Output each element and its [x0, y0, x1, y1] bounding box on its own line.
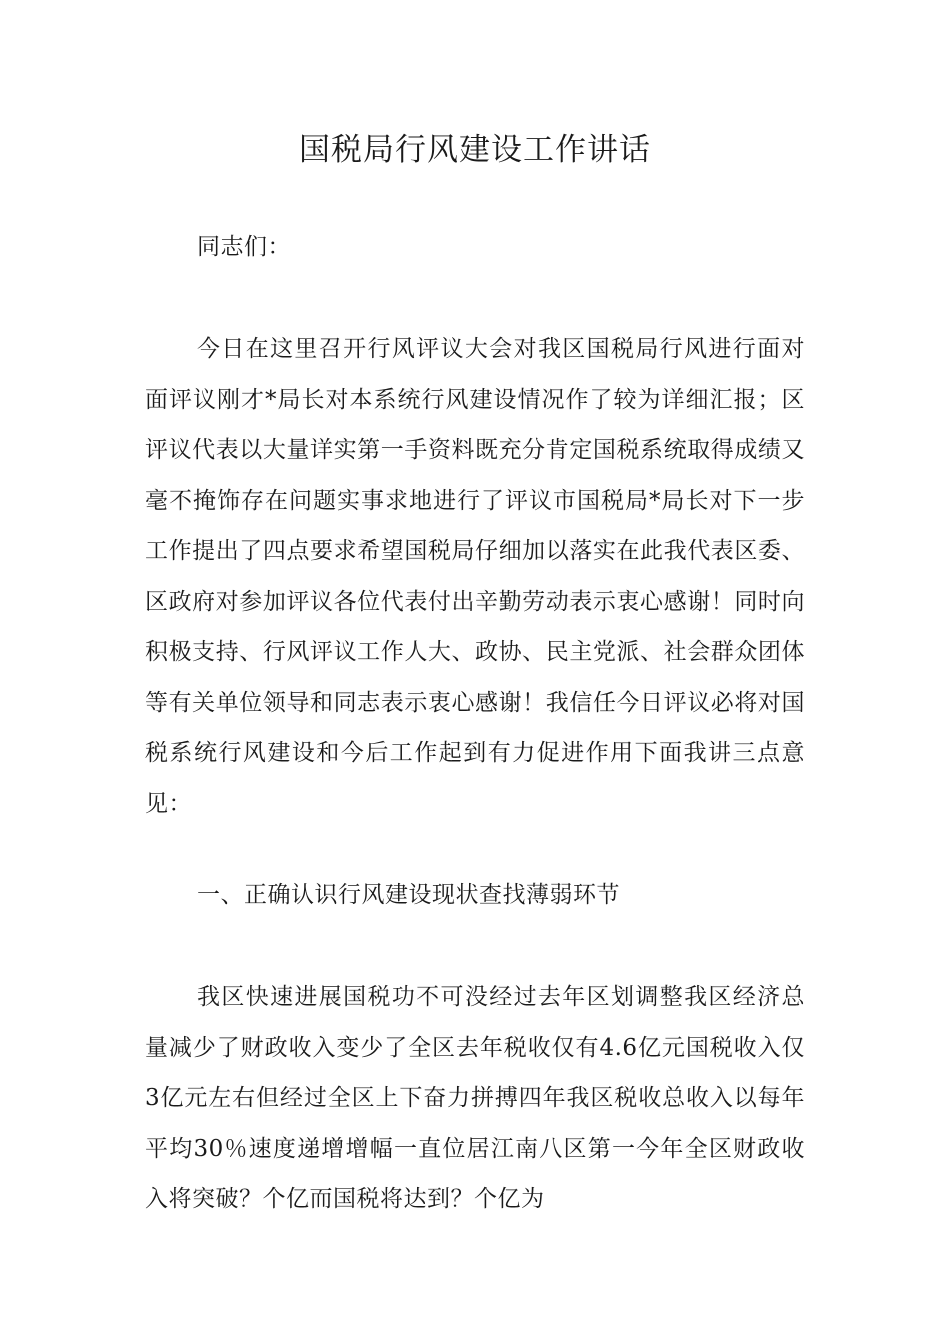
paragraph-1: 今日在这里召开行风评议大会对我区国税局行风进行面对面评议刚才*局长对本系统行风建设情况作了较为详细汇报；区评议代表以大量详实第一手资料既充分肯定国税系统取得成绩又毫不掩饰存在问题实事求地进行了评议市国税局*局长对下一步工作提出了四点要求希望国税局仔细加以落实在此我代表区委、区政府对参加评议各位代表付出辛勤劳动表示衷心感谢！同时向积极支持、行风评议工作人大、政协、民主党派、社会群众团体等有关单位领导和同志表示衷心感谢！我信任今日评议必将对国税系统行风建设和今后工作起到有力促进作用下面我讲三点意见： [145, 336, 805, 817]
salutation: 同志们： [197, 234, 291, 260]
section-heading-1: 一、正确认识行风建设现状查找薄弱环节 [197, 882, 620, 908]
document-title: 国税局行风建设工作讲话 [299, 132, 651, 168]
paragraph-2: 我区快速进展国税功不可没经过去年区划调整我区经济总量减少了财政收入变少了全区去年税收仅有4.6亿元国税收入仅3亿元左右但经过全区上下奋力拼搏四年我区税收总收入以每年平均30％速度递增增幅一直位居江南八区第一今年全区财政收入将突破？个亿而国税将达到？个亿为 [145, 984, 805, 1212]
